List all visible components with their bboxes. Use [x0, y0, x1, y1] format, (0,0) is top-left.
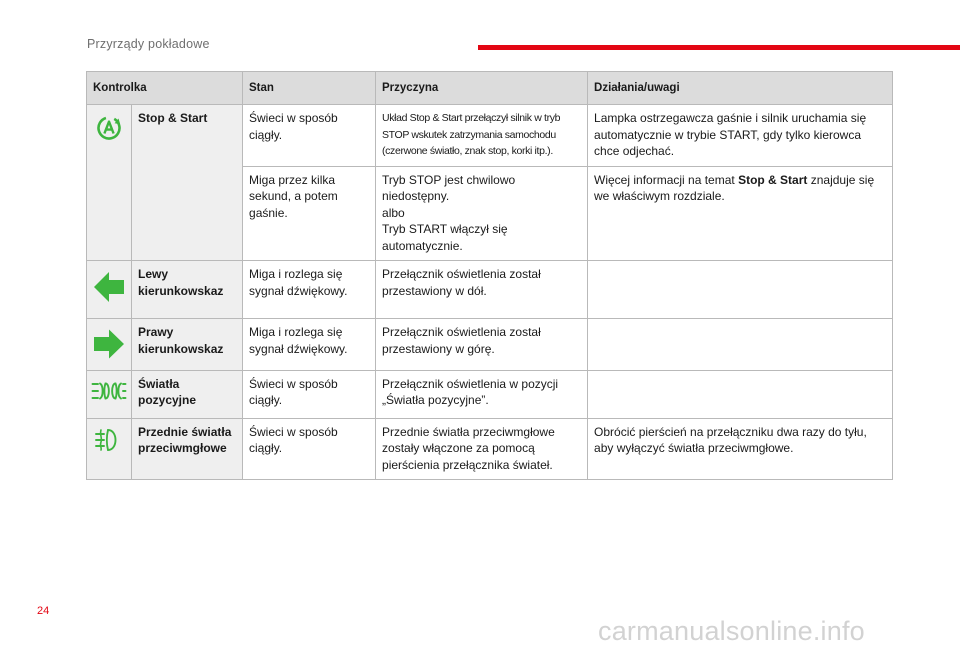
- column-header-stan: Stan: [243, 72, 376, 105]
- cause-line: albo: [382, 205, 405, 220]
- state-cell: Miga i rozlega się sygnał dźwiękowy.: [243, 319, 376, 371]
- light-name: Prawy kierunkowskaz: [132, 319, 243, 371]
- state-cell: Świeci w sposób ciągły.: [243, 418, 376, 480]
- state-cell: Świeci w sposób ciągły.: [243, 370, 376, 418]
- action-emphasis: Stop & Start: [738, 172, 808, 187]
- cause-cell: Przednie światła przeciwmgłowe zostały włączone za pomocą pierścienia przełącznika świateł.: [376, 418, 588, 480]
- table-row: [87, 418, 893, 480]
- state-cell: Miga i rozlega się sygnał dźwiękowy.: [243, 261, 376, 319]
- warning-lights-table: [86, 71, 893, 480]
- icon-cell: [87, 319, 132, 371]
- light-name: Światła pozycyjne: [132, 370, 243, 418]
- table-row: [87, 319, 893, 371]
- column-header-kontrolka: Kontrolka: [87, 72, 243, 105]
- position-lights-icon: [91, 380, 127, 402]
- front-fog-lights-icon: [94, 428, 124, 452]
- action-cell: [588, 166, 893, 261]
- state-cell: Miga przez kilka sekund, a potem gaśnie.: [243, 166, 376, 261]
- icon-cell: [87, 370, 132, 418]
- action-cell: [588, 370, 893, 418]
- light-name: Przednie światła przeciwmgłowe: [132, 418, 243, 480]
- icon-cell: [87, 418, 132, 480]
- action-cell: Lampka ostrzegawcza gaśnie i silnik uruchamia się automatycznie w trybie START, gdy tylko kierowca chce odjechać.: [588, 105, 893, 167]
- right-indicator-arrow-icon: [93, 328, 125, 360]
- section-title: Przyrządy pokładowe: [87, 37, 210, 51]
- column-header-przyczyna: Przyczyna: [376, 72, 588, 105]
- table-row: [87, 370, 893, 418]
- cause-line: Tryb START włączył się automatycznie.: [382, 222, 508, 253]
- cause-line: Tryb STOP jest chwilowo niedostępny.: [382, 172, 516, 203]
- watermark-text: carmanualsonline.info: [598, 616, 865, 646]
- column-header-dzialania: Działania/uwagi: [588, 72, 893, 105]
- action-cell: [588, 319, 893, 371]
- action-text: Więcej informacji na temat: [594, 172, 739, 187]
- table-header-row: [87, 72, 893, 105]
- cause-cell: Przełącznik oświetlenia został przestawiony w dół.: [376, 261, 588, 319]
- action-text: znajduje się we właściwym rozdziale.: [594, 172, 875, 203]
- light-name: Stop & Start: [132, 105, 243, 261]
- icon-cell: [87, 105, 132, 261]
- left-indicator-arrow-icon: [93, 270, 125, 304]
- table-row: [87, 261, 893, 319]
- state-cell: Świeci w sposób ciągły.: [243, 105, 376, 167]
- cause-cell: Układ Stop & Start przełączył silnik w tryb STOP wskutek zatrzymania samochodu (czerwone światło, znak stop, korki itp.).: [376, 105, 588, 167]
- table-row: [87, 105, 893, 167]
- page-number: 24: [37, 605, 50, 617]
- light-name: Lewy kierunkowskaz: [132, 261, 243, 319]
- cause-cell: [376, 166, 588, 261]
- stop-start-a-icon: [95, 114, 123, 142]
- header-accent-bar: [478, 45, 960, 50]
- action-cell: Obrócić pierścień na przełączniku dwa razy do tyłu, aby wyłączyć światła przeciwmgłowe.: [588, 418, 893, 480]
- action-cell: [588, 261, 893, 319]
- icon-cell: [87, 261, 132, 319]
- cause-cell: Przełącznik oświetlenia w pozycji „Światła pozycyjne”.: [376, 370, 588, 418]
- cause-cell: Przełącznik oświetlenia został przestawiony w górę.: [376, 319, 588, 371]
